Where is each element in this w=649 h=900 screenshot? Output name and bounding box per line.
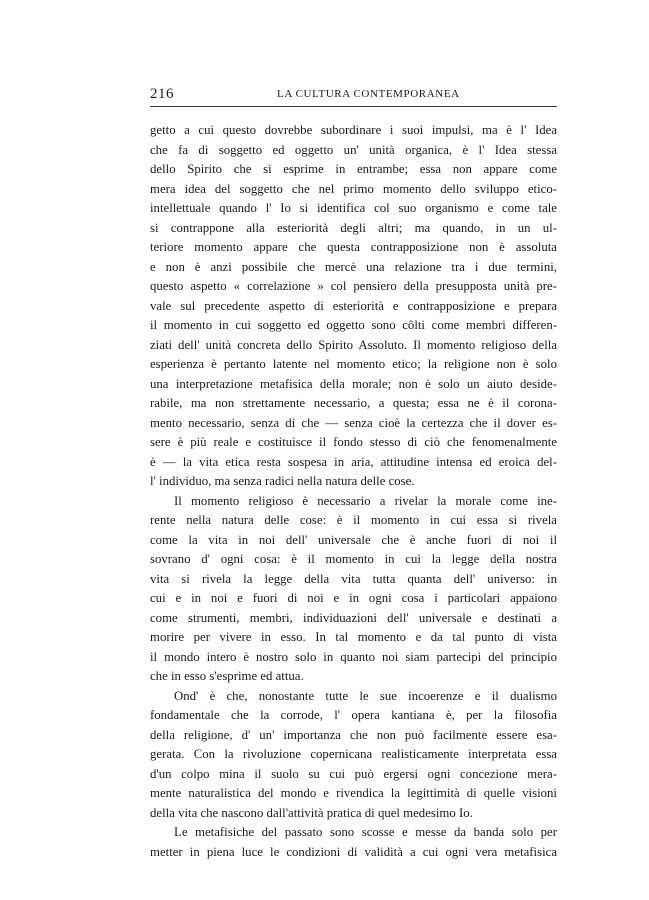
text-line: esperienza è pertanto latente nel momento etico; la religione non è solo — [150, 357, 557, 371]
text-line: d'un colpo mina il suolo su cui può ergersi ogni concezione mera- — [150, 766, 557, 781]
text-line: gerata. Con la rivoluzione copernicana realisticamente interpretata essa — [150, 747, 557, 761]
text-line: vita si rivela la legge della vita tutta quanta dell' universo: in — [150, 571, 557, 586]
text-line: mento necessario, senza di che — senza cioè la certezza che il dover es- — [150, 415, 557, 430]
text-line: il momento in cui soggetto ed oggetto sono côlti come membri differen- — [150, 318, 557, 332]
text-line: vale sul precedente aspetto di esteriorità e contrapposizione e prepara — [150, 298, 557, 313]
text-line: che in esso s'esprime ed attua. — [150, 669, 304, 683]
text-line: fondamentale che la corrode, l' opera kantiana è, per la filosofia — [150, 708, 557, 722]
text-line: il mondo intero è nostro solo in quanto noi siam partecipi del principio — [150, 649, 557, 664]
text-line: Il momento religioso è necessario a rivelar la morale come ine- — [174, 493, 557, 508]
text-line: cui e in noi e fuori di noi e in ogni cosa i particolari appaiono — [150, 591, 557, 605]
header-rule — [150, 106, 557, 107]
paragraph — [150, 492, 557, 687]
text-line: morire per vivere in esso. In tal momento e da tal punto di vista — [150, 630, 557, 644]
paragraph — [150, 121, 557, 492]
text-line: questo aspetto « correlazione » col pensiero della presupposta unità pre- — [150, 279, 557, 293]
text-line: della vita che nascono dall'attività pratica di quel medesimo Io. — [150, 805, 473, 820]
text-line: intellettuale quando l' Io si identifica col suo organismo e come tale — [150, 201, 557, 215]
text-line: l' individuo, ma senza radici nella natura delle cose. — [150, 474, 415, 488]
text-line: rabile, ma non strettamente necessario, a questa; essa ne è il corona- — [150, 396, 557, 410]
text-line: si contrappone alla esteriorità degli altri; ma quando, in un ul- — [150, 220, 557, 235]
page-header — [150, 86, 557, 106]
text-line: sovrano d' ogni cosa: è il momento in cui la legge della nostra — [150, 552, 557, 566]
paragraph — [150, 823, 557, 862]
text-line: ziati dell' unità concreta dello Spirito Assoluto. Il momento religioso della — [150, 337, 557, 352]
text-line: una interpretazione metafisica della morale; non è solo un aiuto deside- — [150, 376, 557, 391]
text-line: sere è più reale e costituisce il fondo stesso di ciò che fenomenalmente — [150, 435, 557, 449]
text-line: getto a cui questo dovrebbe subordinare i suoi impulsi, ma è l' Idea — [150, 123, 557, 137]
text-line: mente naturalistica del mondo e rivendica la legittimità di quelle visioni — [150, 786, 557, 800]
body-text — [150, 121, 557, 862]
text-line: della religione, d' un' importanza che non può facilmente essere esa- — [150, 727, 557, 742]
running-title: LA CULTURA CONTEMPORANEA — [277, 88, 460, 100]
text-line: mera idea del soggetto che nel primo momento dello sviluppo etico- — [150, 181, 557, 196]
text-line: che fa di soggetto ed oggetto un' unità organica, è l' Idea stessa — [150, 142, 557, 157]
text-line: come strumenti, membri, individuazioni dell' universale e destinati a — [150, 610, 557, 625]
text-line: dello Spirito che si esprime in entrambe; essa non appare come — [150, 162, 557, 176]
text-line: Le metafisiche del passato sono scosse e messe da banda solo per — [174, 825, 557, 839]
text-line: metter in piena luce le condizioni di validità a cui ogni vera metafisica — [150, 844, 557, 859]
text-line: e non è anzi possibile che mercè una relazione tra i due termini, — [150, 259, 557, 274]
text-line: teriore momento appare che questa contrapposizione non è assoluta — [150, 240, 557, 254]
text-line: rente nella natura delle cose: è il momento in cui essa si rivela — [150, 513, 557, 527]
text-line: Ond' è che, nonostante tutte le sue incoerenze e il dualismo — [174, 688, 557, 703]
page-number: 216 — [150, 86, 174, 102]
text-line: è — la vita etica resta sospesa in aria, attitudine intensa ed eroica del- — [150, 454, 557, 469]
text-line: come la vita in noi dell' universale che è anche fuori di noi il — [150, 532, 557, 547]
paragraph — [150, 687, 557, 824]
